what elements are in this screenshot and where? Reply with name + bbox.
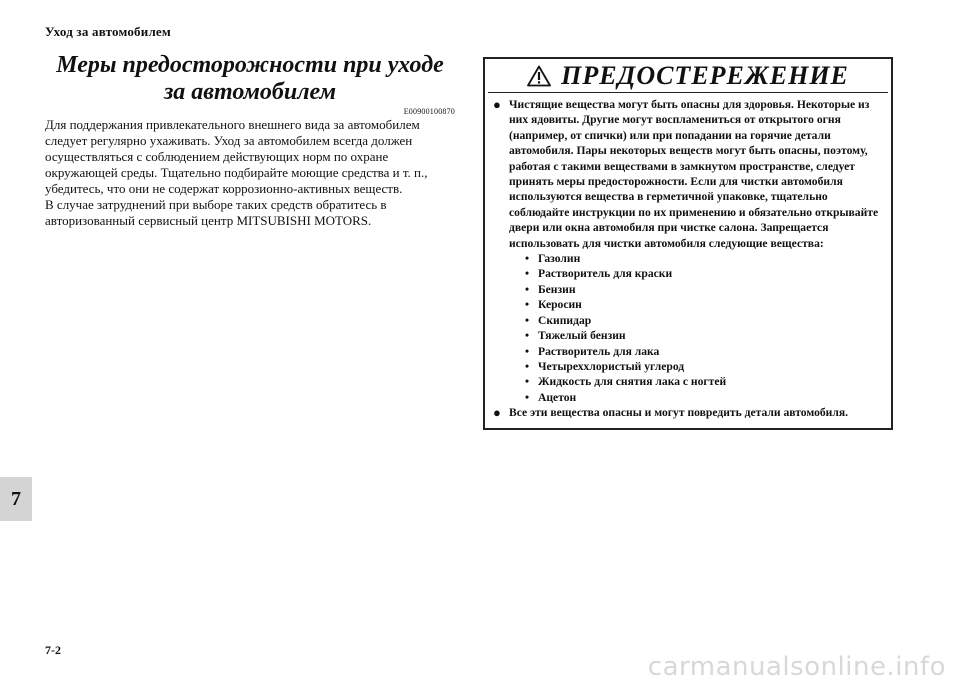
bullet-icon: • bbox=[525, 359, 530, 373]
warning-bullet-text: Чистящие вещества могут быть опасны для здоровья. Некоторые из них ядовиты. Другие могут воспламениться от открытого огня (например, от спички) или при попадании на горячие детали автомобиля. Пары некоторых веществ могут быть опасны, поэтому, работая с такими веществами в замкнутом пространстве, следует принять меры предосторожности. Если для чистки автомобиля используются вещества в герметичной упаковке, тщательно соблюдайте инструкции по их применению и обязательно открывайте двери или окна автомобиля при чистке салона. Запрещается использовать для чистки автомобиля следующие вещества: bbox=[509, 98, 879, 250]
bullet-icon: • bbox=[525, 267, 530, 281]
watermark: carmanualsonline.info bbox=[647, 652, 946, 682]
bullet-icon: • bbox=[525, 282, 530, 296]
warning-bullet bbox=[493, 97, 885, 405]
list-item: • Растворитель для краски bbox=[525, 267, 673, 281]
list-item: • Газолин bbox=[525, 252, 581, 266]
list-item: • Ацетон bbox=[525, 390, 577, 404]
bullet-icon: • bbox=[525, 390, 530, 404]
list-item: • Керосин bbox=[525, 298, 582, 312]
warning-bullet-text: Все эти вещества опасны и могут повредить детали автомобиля. bbox=[509, 406, 849, 420]
page-number: 7-2 bbox=[45, 643, 61, 657]
bullet-icon: • bbox=[525, 344, 530, 358]
bullet-icon: • bbox=[525, 329, 530, 343]
running-header: Уход за автомобилем bbox=[45, 24, 171, 39]
warning-title: ПРЕДОСТЕРЕЖЕНИЕ bbox=[561, 60, 849, 90]
section-title-line2: за автомобилем bbox=[163, 79, 337, 105]
bullet-icon: • bbox=[525, 375, 530, 389]
bullet-icon: • bbox=[525, 298, 530, 312]
body-paragraph: Для поддержания привлекательного внешнего вида за автомобилем следует регулярно ухаживать. Уход за автомобилем всегда должен осуществляться с соблюдением действующих норм по охране окружающей среды. Тщательно подбирайте моющие средства и т. п., убедитесь, что они не содержат коррозионно-активных веществ. bbox=[45, 117, 428, 196]
warning-header bbox=[488, 59, 888, 93]
bullet-icon: ● bbox=[493, 97, 501, 112]
list-item: • Бензин bbox=[525, 282, 576, 296]
document-code: E00900100870 bbox=[403, 107, 455, 116]
chapter-tab: 7 bbox=[0, 477, 32, 521]
list-item: • Четыреххлористый углерод bbox=[525, 359, 685, 373]
section-title-line1: Меры предосторожности при уходе bbox=[56, 52, 444, 78]
body-text bbox=[45, 117, 457, 229]
section-title bbox=[45, 52, 455, 106]
warning-body bbox=[485, 93, 891, 421]
body-paragraph: В случае затруднений при выборе таких средств обратитесь в авторизованный сервисный центр MITSUBISHI MOTORS. bbox=[45, 197, 387, 228]
list-item: • Тяжелый бензин bbox=[525, 329, 626, 343]
list-item: • Скипидар bbox=[525, 313, 592, 327]
bullet-icon: ● bbox=[493, 405, 501, 421]
substance-list bbox=[509, 251, 885, 405]
list-item: • Жидкость для снятия лака с ногтей bbox=[525, 375, 727, 389]
warning-bullet bbox=[493, 405, 885, 420]
list-item: • Растворитель для лака bbox=[525, 344, 660, 358]
warning-box bbox=[483, 57, 893, 430]
bullet-icon: • bbox=[525, 313, 530, 327]
bullet-icon: • bbox=[525, 252, 530, 266]
warning-triangle-icon bbox=[527, 65, 551, 87]
